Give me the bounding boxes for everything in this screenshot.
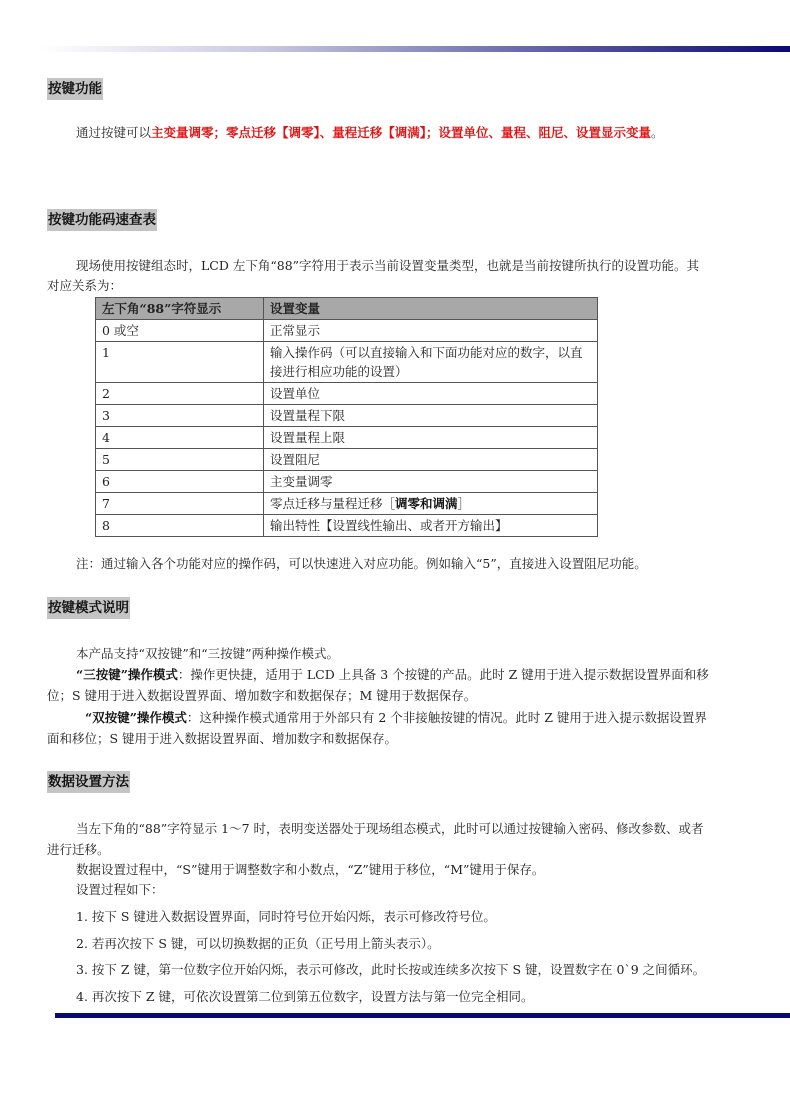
cell-desc: 设置量程上限 xyxy=(264,427,598,449)
heading-data-setting: 数据设置方法 xyxy=(47,771,130,793)
data-setting-line3: 数据设置过程中，“S”键用于调整数字和小数点，“Z”键用于移位，“M”键用于保存。 xyxy=(76,862,545,877)
three-key-line2: 位；S 键用于进入数据设置界面、增加数字和数据保存；M 键用于数据保存。 xyxy=(47,688,477,703)
header-variable: 设置变量 xyxy=(264,298,598,320)
table-row xyxy=(96,320,598,342)
table-row xyxy=(96,515,598,537)
quick-table-intro-1: 现场使用按键组态时，LCD 左下角“88”字符用于表示当前设置变量类型，也就是当前按键所执行的设置功能。其 xyxy=(76,258,700,273)
step-item: 3. 按下 Z 键，第一位数字位开始闪烁，表示可修改，此时长按或连续多次按下 S 键，设置数字在 0`9 之间循环。 xyxy=(76,962,706,977)
cell-code: 8 xyxy=(96,515,264,537)
table-row xyxy=(96,471,598,493)
footer-bar xyxy=(55,1013,790,1018)
step-item: 1. 按下 S 键进入数据设置界面，同时符号位开始闪烁，表示可修改符号位。 xyxy=(76,909,496,924)
cell-code: 3 xyxy=(96,405,264,427)
cell-desc: 正常显示 xyxy=(264,320,598,342)
step-item: 2. 若再次按下 S 键，可以切换数据的正负（正号用上箭头表示）。 xyxy=(76,936,440,951)
three-key-line1: “三按键”操作模式：操作更快捷，适用于 LCD 上具备 3 个按键的产品。此时 Z 键用于进入提示数据设置界面和移 xyxy=(76,667,709,682)
cell-desc: 设置阻尼 xyxy=(264,449,598,471)
two-key-line2: 面和移位；S 键用于进入数据设置界面、增加数字和数据保存。 xyxy=(47,731,398,746)
cell-desc: 主变量调零 xyxy=(264,471,598,493)
heading-key-function: 按键功能 xyxy=(47,78,103,100)
data-setting-line4: 设置过程如下： xyxy=(76,882,164,897)
step-item: 4. 再次按下 Z 键，可依次设置第二位到第五位数字，设置方法与第一位完全相同。 xyxy=(76,989,534,1004)
table-header-row xyxy=(96,298,598,320)
header-code: 左下角“88”字符显示 xyxy=(96,298,264,320)
quick-table-intro-2: 对应关系为： xyxy=(47,278,123,293)
cell-desc: 输入操作码（可以直接输入和下面功能对应的数字，以直接进行相应功能的设置） xyxy=(264,342,598,383)
cell-code: 0 或空 xyxy=(96,320,264,342)
cell-desc: 设置单位 xyxy=(264,383,598,405)
heading-key-mode: 按键模式说明 xyxy=(47,597,130,619)
key-mode-intro: 本产品支持“双按键”和“三按键”两种操作模式。 xyxy=(76,646,340,661)
table-row xyxy=(96,449,598,471)
cell-desc: 设置量程下限 xyxy=(264,405,598,427)
table-row xyxy=(96,383,598,405)
function-code-table xyxy=(95,297,598,537)
table-row xyxy=(96,342,598,383)
table-row xyxy=(96,405,598,427)
cell-code: 4 xyxy=(96,427,264,449)
cell-code: 5 xyxy=(96,449,264,471)
cell-code: 7 xyxy=(96,493,264,515)
key-function-text: 通过按键可以主变量调零；零点迁移【调零】、量程迁移【调满】；设置单位、量程、阻尼、设置显示变量。 xyxy=(76,125,664,140)
cell-code: 6 xyxy=(96,471,264,493)
table-row xyxy=(96,427,598,449)
cell-desc: 输出特性【设置线性输出、或者开方输出】 xyxy=(264,515,598,537)
table-note: 注：通过输入各个功能对应的操作码，可以快速进入对应功能。例如输入“5”，直接进入设置阻尼功能。 xyxy=(76,556,647,571)
table-row xyxy=(96,493,598,515)
two-key-line1: “双按键”操作模式：这种操作模式通常用于外部只有 2 个非接触按键的情况。此时 Z 键用于进入提示数据设置界 xyxy=(85,710,707,725)
cell-desc: 零点迁移与量程迁移［调零和调满］ xyxy=(264,493,598,515)
heading-quick-table: 按键功能码速查表 xyxy=(47,209,157,231)
cell-code: 1 xyxy=(96,342,264,383)
data-setting-line1: 当左下角的“88”字符显示 1～7 时，表明变送器处于现场组态模式，此时可以通过按键输入密码、修改参数、或者 xyxy=(76,821,704,836)
header-gradient-bar xyxy=(40,46,790,52)
data-setting-line2: 进行迁移。 xyxy=(47,842,110,857)
cell-code: 2 xyxy=(96,383,264,405)
